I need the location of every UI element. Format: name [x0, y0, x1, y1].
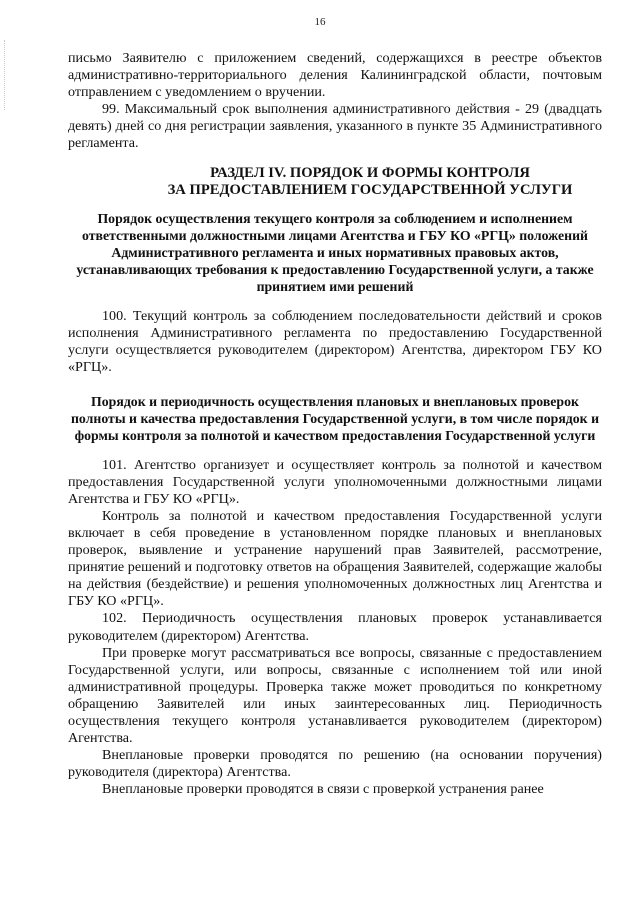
paragraph-control-scope: Контроль за полнотой и качеством предоставления Государственной услуги включает в себя проведение в установленном порядке плановых и внеплановых проверок, выявление и устранение нарушений прав Заявителей, рассмотрение, принятие решений и подготовку ответов на обращения Заявителей, содержащие жалобы на действия (бездействие) и решения уполномоченных должностных лиц Агентства и ГБУ КО «РГЦ». — [68, 507, 602, 610]
page-number: 16 — [314, 16, 326, 28]
subsection-title-inspections: Порядок и периодичность осуществления плановых и внеплановых проверок полноты и качества предоставления Государственной услуги, в том числе порядок и формы контроля за полнотой и качеством предоставления Государственной услуги — [70, 393, 600, 444]
paragraph-inspection-scope: При проверке могут рассматриваться все вопросы, связанные с предоставлением Государственной услуги, или вопросы, связанные с исполнением той или иной административной процедуры. Проверка также может проводиться по конкретному обращению Заявителей или иных заинтересованных лиц. Периодичность осуществления текущего контроля устанавливается руководителем (директором) Агентства. — [68, 644, 602, 747]
paragraph-101: 101. Агентство организует и осуществляет контроль за полнотой и качеством предоставления Государственной услуги уполномоченными должностными лицами Агентства и ГБУ КО «РГЦ». — [68, 456, 602, 507]
spacer — [68, 376, 602, 385]
scan-edge-mark — [4, 40, 6, 110]
paragraph-intro: письмо Заявителю с приложением сведений, содержащихся в реестре объектов административно-территориального деления Калининградской области, почтовым отправлением с уведомлением о вручении. — [68, 50, 602, 101]
paragraph-102: 102. Периодичность осуществления плановых проверок устанавливается руководителем (директором) Агентства. — [68, 610, 602, 644]
document-body — [68, 50, 602, 798]
section-title-line-1: РАЗДЕЛ IV. ПОРЯДОК И ФОРМЫ КОНТРОЛЯ — [210, 164, 530, 181]
paragraph-unplanned-1: Внеплановые проверки проводятся по решению (на основании поручения) руководителя (директора) Агентства. — [68, 747, 602, 781]
paragraph-unplanned-2: Внеплановые проверки проводятся в связи с проверкой устранения ранее — [102, 781, 544, 798]
paragraph-100: 100. Текущий контроль за соблюдением последовательности действий и сроков исполнения Административного регламента по предоставлению Государственной услуги осуществляется руководителем (директором) Агентства, директором ГБУ КО «РГЦ». — [68, 307, 602, 375]
section-title — [68, 165, 602, 200]
section-title-line-2: ЗА ПРЕДОСТАВЛЕНИЕМ ГОСУДАРСТВЕННОЙ УСЛУГИ — [167, 182, 573, 199]
subsection-title-current-control: Порядок осуществления текущего контроля за соблюдением и исполнением ответственными должностными лицами Агентства и ГБУ КО «РГЦ» положений Административного регламента и иных нормативных правовых актов, устанавливающих требования к предоставлению Государственной услуги, а также принятием ими решений — [76, 210, 594, 295]
paragraph-99: 99. Максимальный срок выполнения административного действия - 29 (двадцать девять) дней со дня регистрации заявления, указанного в пункте 35 Административного регламента. — [68, 101, 602, 152]
